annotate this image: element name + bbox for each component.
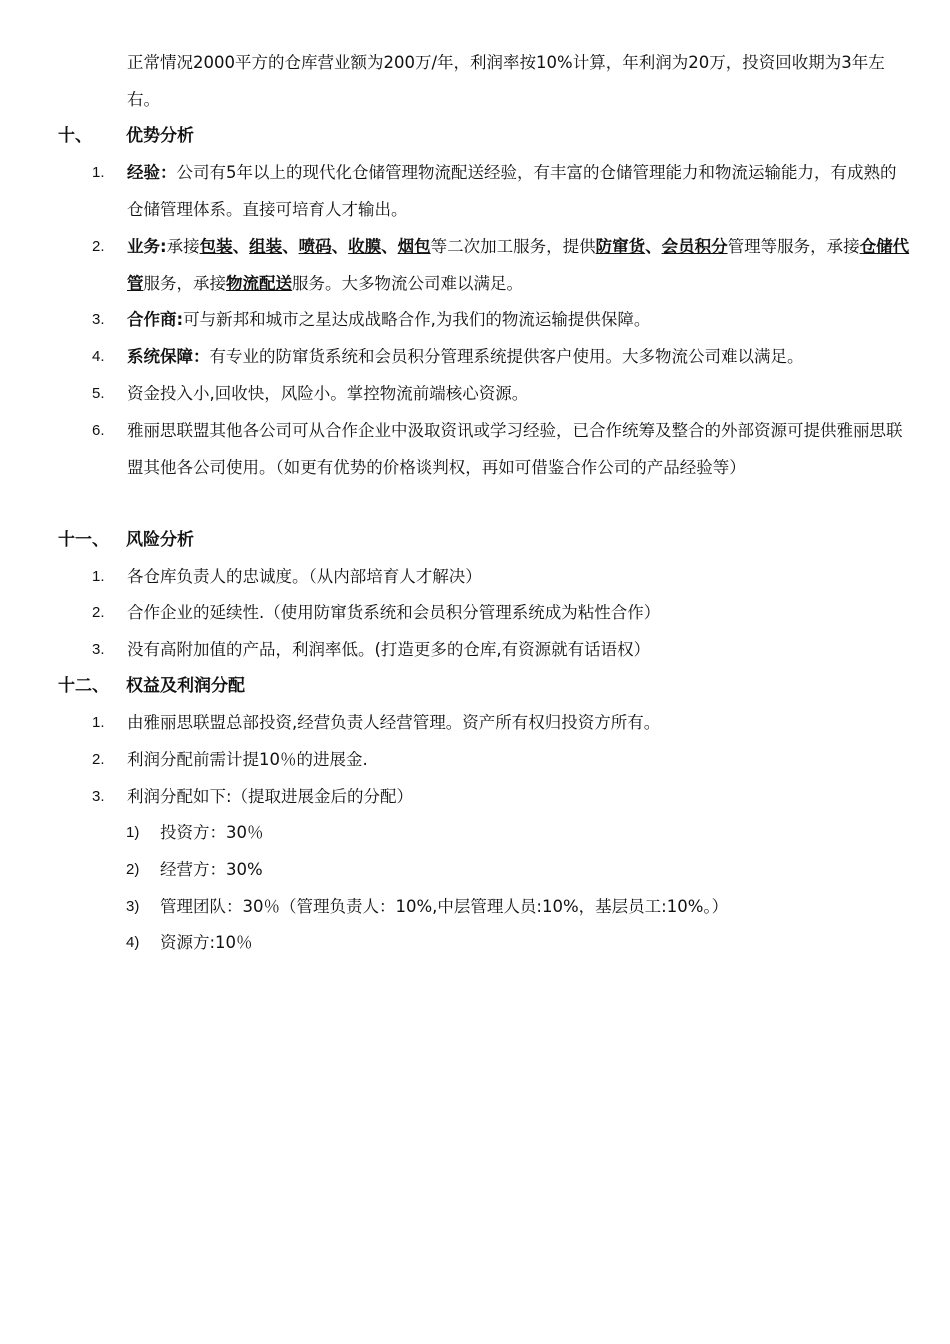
sub-item-management xyxy=(126,888,906,925)
section-12-number: 十二、 xyxy=(58,676,109,696)
separator: 、 xyxy=(331,237,349,256)
list-item-advantage-5 xyxy=(92,375,912,412)
item-text: 由雅丽思联盟总部投资,经营负责人经营管理。资产所有权归投资方所有。 xyxy=(127,713,661,732)
item-text-pre: 承接 xyxy=(166,237,200,256)
item-text: 利润分配如下:（提取进展金后的分配） xyxy=(127,787,414,806)
list-item-profit-1 xyxy=(92,704,912,741)
sub-number: 1) xyxy=(126,824,140,841)
sub-item-resource xyxy=(126,924,906,961)
list-item-advantage-6 xyxy=(92,412,912,486)
section-10-title: 优势分析 xyxy=(126,126,194,146)
section-10-number: 十、 xyxy=(58,126,92,146)
intro-paragraph: 正常情况2000平方的仓库营业额为200万/年，利润率按10%计算，年利润为20万，投资回收期为3年左右。 xyxy=(127,53,885,109)
section-12-title: 权益及利润分配 xyxy=(126,676,245,696)
separator: 、 xyxy=(232,237,250,256)
item-label: 系统保障： xyxy=(127,347,210,366)
keyword-film: 收膜 xyxy=(348,237,382,256)
list-number: 4. xyxy=(92,348,105,365)
list-item-profit-3 xyxy=(92,778,912,815)
item-text: 各仓库负责人的忠诚度。（从内部培育人才解决） xyxy=(127,567,482,586)
item-text: 利润分配前需计提10％的进展金. xyxy=(127,750,368,769)
sub-text: 经营方：30% xyxy=(160,860,263,879)
item-text: 雅丽思联盟其他各公司可从合作企业中汲取资讯或学习经验，已合作统筹及整合的外部资源可提供雅丽思联盟其他各公司使用。（如更有优势的价格谈判权，再如可借鉴合作公司的产品经验等） xyxy=(127,421,903,477)
section-10-heading xyxy=(58,118,194,155)
list-number: 5. xyxy=(92,385,105,402)
section-11-number: 十一、 xyxy=(58,530,109,550)
sub-text: 投资方：30％ xyxy=(160,823,264,842)
list-number: 6. xyxy=(92,422,105,439)
item-text-post: 服务。大多物流公司难以满足。 xyxy=(292,274,523,293)
item-text-mid: 服务，承接 xyxy=(143,274,226,293)
sub-number: 4) xyxy=(126,934,140,951)
list-item-advantage-2 xyxy=(92,228,912,302)
keyword-member-points: 会员积分 xyxy=(661,237,728,256)
list-number: 2. xyxy=(92,751,105,768)
list-item-risk-3 xyxy=(92,631,912,668)
item-text: 合作企业的延续性.（使用防窜货系统和会员积分管理系统成为粘性合作） xyxy=(127,603,661,622)
keyword-anti-diversion: 防窜货 xyxy=(595,237,646,256)
list-number: 3. xyxy=(92,788,105,805)
list-item-profit-2 xyxy=(92,741,912,778)
sub-item-investor xyxy=(126,814,906,851)
separator: 、 xyxy=(381,237,398,256)
item-text: 资金投入小,回收快，风险小。掌控物流前端核心资源。 xyxy=(127,384,529,403)
item-text-mid: 等二次加工服务，提供 xyxy=(430,237,596,256)
list-number: 1. xyxy=(92,568,105,585)
list-number: 2. xyxy=(92,238,105,255)
keyword-packaging: 包装 xyxy=(199,237,233,256)
list-number: 3. xyxy=(92,641,105,658)
keyword-logistics-delivery: 物流配送 xyxy=(226,274,292,293)
list-number: 3. xyxy=(92,311,105,328)
keyword-assembly: 组装 xyxy=(249,237,283,256)
list-number: 1. xyxy=(92,714,105,731)
section-11-title: 风险分析 xyxy=(126,530,194,550)
item-label: 合作商: xyxy=(127,310,184,329)
list-item-advantage-4 xyxy=(92,338,922,375)
list-item-advantage-1 xyxy=(92,154,912,228)
item-label: 经验： xyxy=(127,163,177,182)
sub-item-operator xyxy=(126,851,906,888)
list-item-risk-2 xyxy=(92,594,912,631)
sub-text: 管理团队：30％（管理负责人：10%,中层管理人员:10%，基层员工:10%。） xyxy=(160,897,729,916)
item-text-mid: 管理等服务，承接 xyxy=(727,237,860,256)
list-number: 2. xyxy=(92,604,105,621)
list-item-advantage-3 xyxy=(92,301,912,338)
item-text: 可与新邦和城市之星达成战略合作,为我们的物流运输提供保障。 xyxy=(183,310,651,329)
item-text: 公司有5年以上的现代化仓储管理物流配送经验，有丰富的仓储管理能力和物流运输能力，有成熟的仓储管理体系。直接可培育人才输出。 xyxy=(127,163,897,219)
sub-number: 3) xyxy=(126,898,140,915)
item-text: 没有高附加值的产品，利润率低。(打造更多的仓库,有资源就有话语权） xyxy=(127,640,651,659)
item-label: 业务: xyxy=(127,237,167,256)
list-item-risk-1 xyxy=(92,558,912,595)
keyword-cigarette-pack: 烟包 xyxy=(397,237,431,256)
item-text: 有专业的防窜货系统和会员积分管理系统提供客户使用。大多物流公司难以满足。 xyxy=(209,347,804,366)
keyword-coding: 喷码 xyxy=(298,237,332,256)
separator: 、 xyxy=(645,237,662,256)
section-11-heading xyxy=(58,522,194,559)
separator: 、 xyxy=(282,237,299,256)
sub-number: 2) xyxy=(126,861,140,878)
sub-text: 资源方:10％ xyxy=(160,933,253,952)
section-12-heading xyxy=(58,668,245,705)
keyword-warehouse-custody: 仓储代管 xyxy=(127,237,910,293)
list-number: 1. xyxy=(92,164,105,181)
